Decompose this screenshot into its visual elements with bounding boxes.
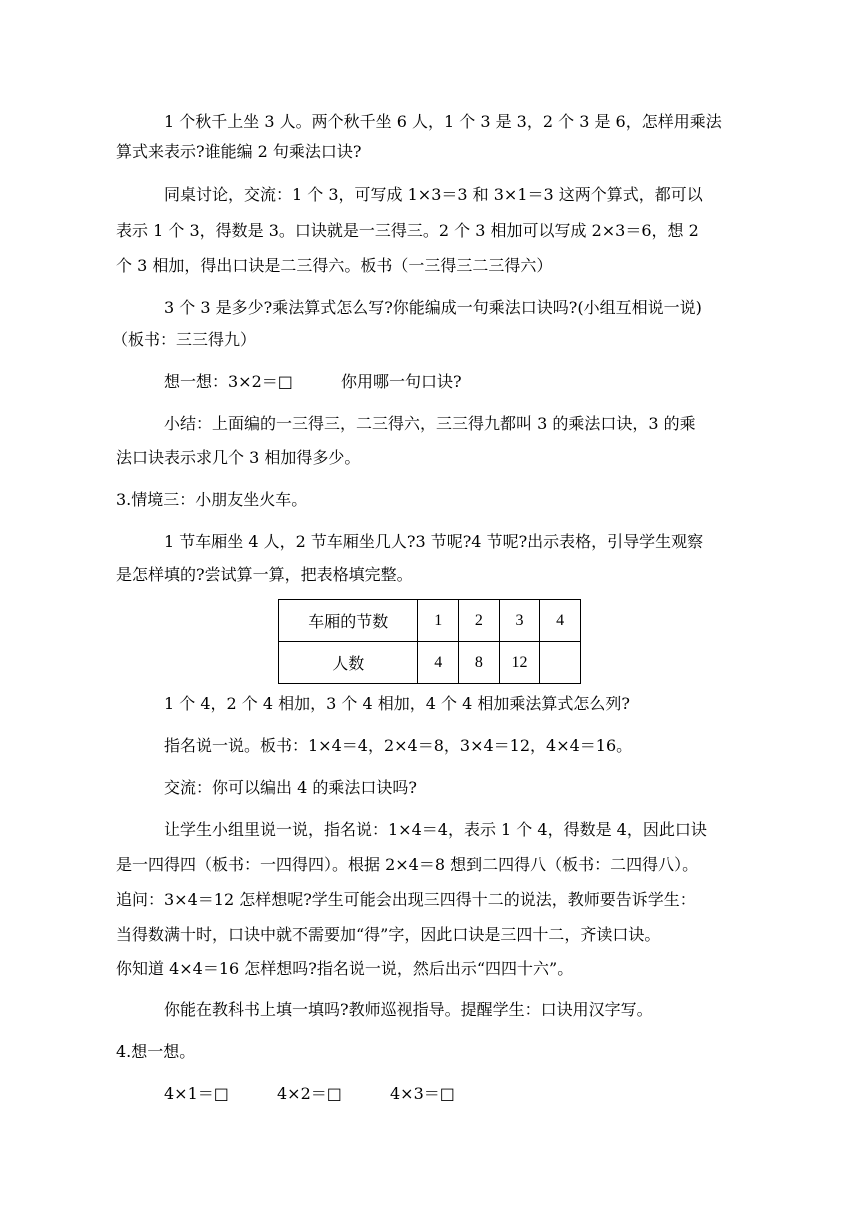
paragraph-line: 你知道 4×4＝16 怎样想吗?指名说一说，然后出示“四四十六”。 [116,959,574,978]
table-cell: 1 [418,600,459,642]
equation: 4×3＝□ [390,1084,455,1103]
paragraph-line: 1 个 4，2 个 4 相加，3 个 4 相加，4 个 4 相加乘法算式怎么列? [164,694,630,713]
equation: 4×1＝□ [164,1084,229,1103]
table-cell: 12 [499,642,540,684]
paragraph-line: 法口诀表示求几个 3 相加得多少。 [116,448,361,467]
table-cell: 8 [459,642,500,684]
paragraph-line: 是一四得四（板书：一四得四）。根据 2×4＝8 想到二四得八（板书：二四得八）。 [116,855,699,874]
equation: 4×2＝□ [277,1084,342,1103]
section-heading: 4.想一想。 [116,1042,196,1061]
paragraph-line: 你用哪一句口诀? [341,372,462,391]
table-cell: 人数 [279,642,418,684]
paragraph-line: 让学生小组里说一说，指名说：1×4＝4，表示 1 个 4，得数是 4，因此口诀 [164,820,707,839]
table-cell: 3 [499,600,540,642]
paragraph-line: 指名说一说。板书：1×4＝4，2×4＝8，3×4＝12，4×4＝16。 [164,736,633,755]
paragraph-line: 小结：上面编的一三得三，二三得六，三三得九都叫 3 的乘法口诀，3 的乘 [164,414,696,433]
paragraph-line: 你能在教科书上填一填吗?教师巡视指导。提醒学生：口诀用汉字写。 [164,1000,653,1019]
paragraph-line: 1 个秋千上坐 3 人。两个秋千坐 6 人，1 个 3 是 3，2 个 3 是 6，怎样用乘法 [164,112,722,131]
paragraph-line: 算式来表示?谁能编 2 句乘法口诀? [116,142,362,161]
paragraph-line: 是怎样填的?尝试算一算，把表格填完整。 [116,565,413,584]
paragraph-line: 个 3 相加，得出口诀是二三得六。板书（一三得三二三得六） [116,256,553,275]
train-table [278,599,581,684]
table-cell: 4 [418,642,459,684]
paragraph-line: 交流：你可以编出 4 的乘法口诀吗? [164,778,417,797]
table-cell [540,642,581,684]
paragraph-line: （板书：三三得九） [112,330,257,349]
table-row [279,642,581,684]
paragraph-line: 表示 1 个 3，得数是 3。口诀就是一三得三。2 个 3 相加可以写成 2×3＝6，想 2 [116,221,699,240]
table-cell: 2 [459,600,500,642]
table-cell: 车厢的节数 [279,600,418,642]
paragraph-line: 同桌讨论，交流：1 个 3，可写成 1×3＝3 和 3×1＝3 这两个算式，都可以 [164,185,703,204]
table-cell: 4 [540,600,581,642]
paragraph-line: 想一想：3×2＝□ [164,372,293,391]
paragraph-line: 当得数满十时，口诀中就不需要加“得”字，因此口诀是三四十二，齐读口诀。 [116,925,661,944]
table-row [279,600,581,642]
section-heading: 3.情境三：小朋友坐火车。 [116,490,308,509]
paragraph-line: 3 个 3 是多少?乘法算式怎么写?你能编成一句乘法口诀吗?(小组互相说一说) [164,298,702,317]
paragraph-line: 追问：3×4＝12 怎样想呢?学生可能会出现三四得十二的说法，教师要告诉学生： [116,890,696,909]
paragraph-line: 1 节车厢坐 4 人，2 节车厢坐几人?3 节呢?4 节呢?出示表格，引导学生观察 [164,532,704,551]
